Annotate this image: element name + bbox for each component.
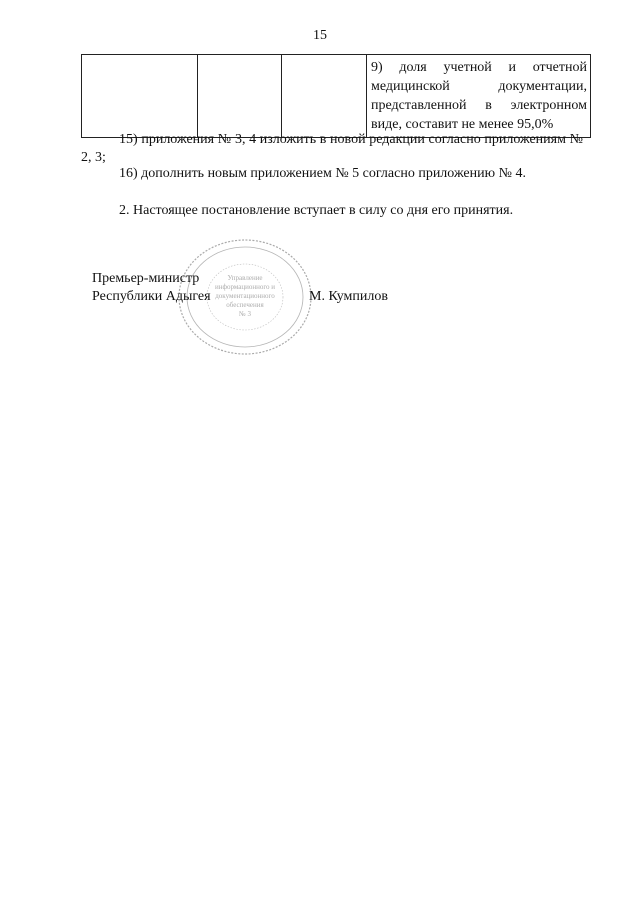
- paragraph-effective-date: 2. Настоящее постановление вступает в силу со дня его принятия.: [119, 203, 514, 218]
- stamp-text: Управление: [227, 274, 263, 282]
- signatory-name: М. Кумпилов: [309, 289, 388, 304]
- paragraph-item-16: 16) дополнить новым приложением № 5 согласно приложению № 4.: [119, 166, 526, 181]
- signatory-title-line: Премьер-министр: [92, 271, 200, 286]
- signatory-title: [92, 270, 211, 306]
- table-row: [82, 55, 591, 138]
- page-number: 15: [313, 28, 327, 43]
- table-cell: [198, 55, 282, 138]
- stamp-text: обеспечения: [226, 301, 264, 309]
- stamp-text: информационного и: [214, 283, 276, 291]
- indicator-table: [81, 54, 591, 138]
- table-cell: [82, 55, 198, 138]
- signatory-title-line: Республики Адыгея: [92, 289, 211, 304]
- paragraph-item-15: 15) приложения № 3, 4 изложить в новой редакции согласно приложениям № 2, 3;: [81, 132, 583, 165]
- table-cell-indicator-text: 9) доля учетной и отчетной медицинской документации, представленной в электронном виде, составит не менее 95,0%: [367, 55, 591, 138]
- table-cell: [282, 55, 367, 138]
- stamp-text: документационного: [215, 292, 275, 300]
- stamp-text: № 3: [239, 310, 251, 318]
